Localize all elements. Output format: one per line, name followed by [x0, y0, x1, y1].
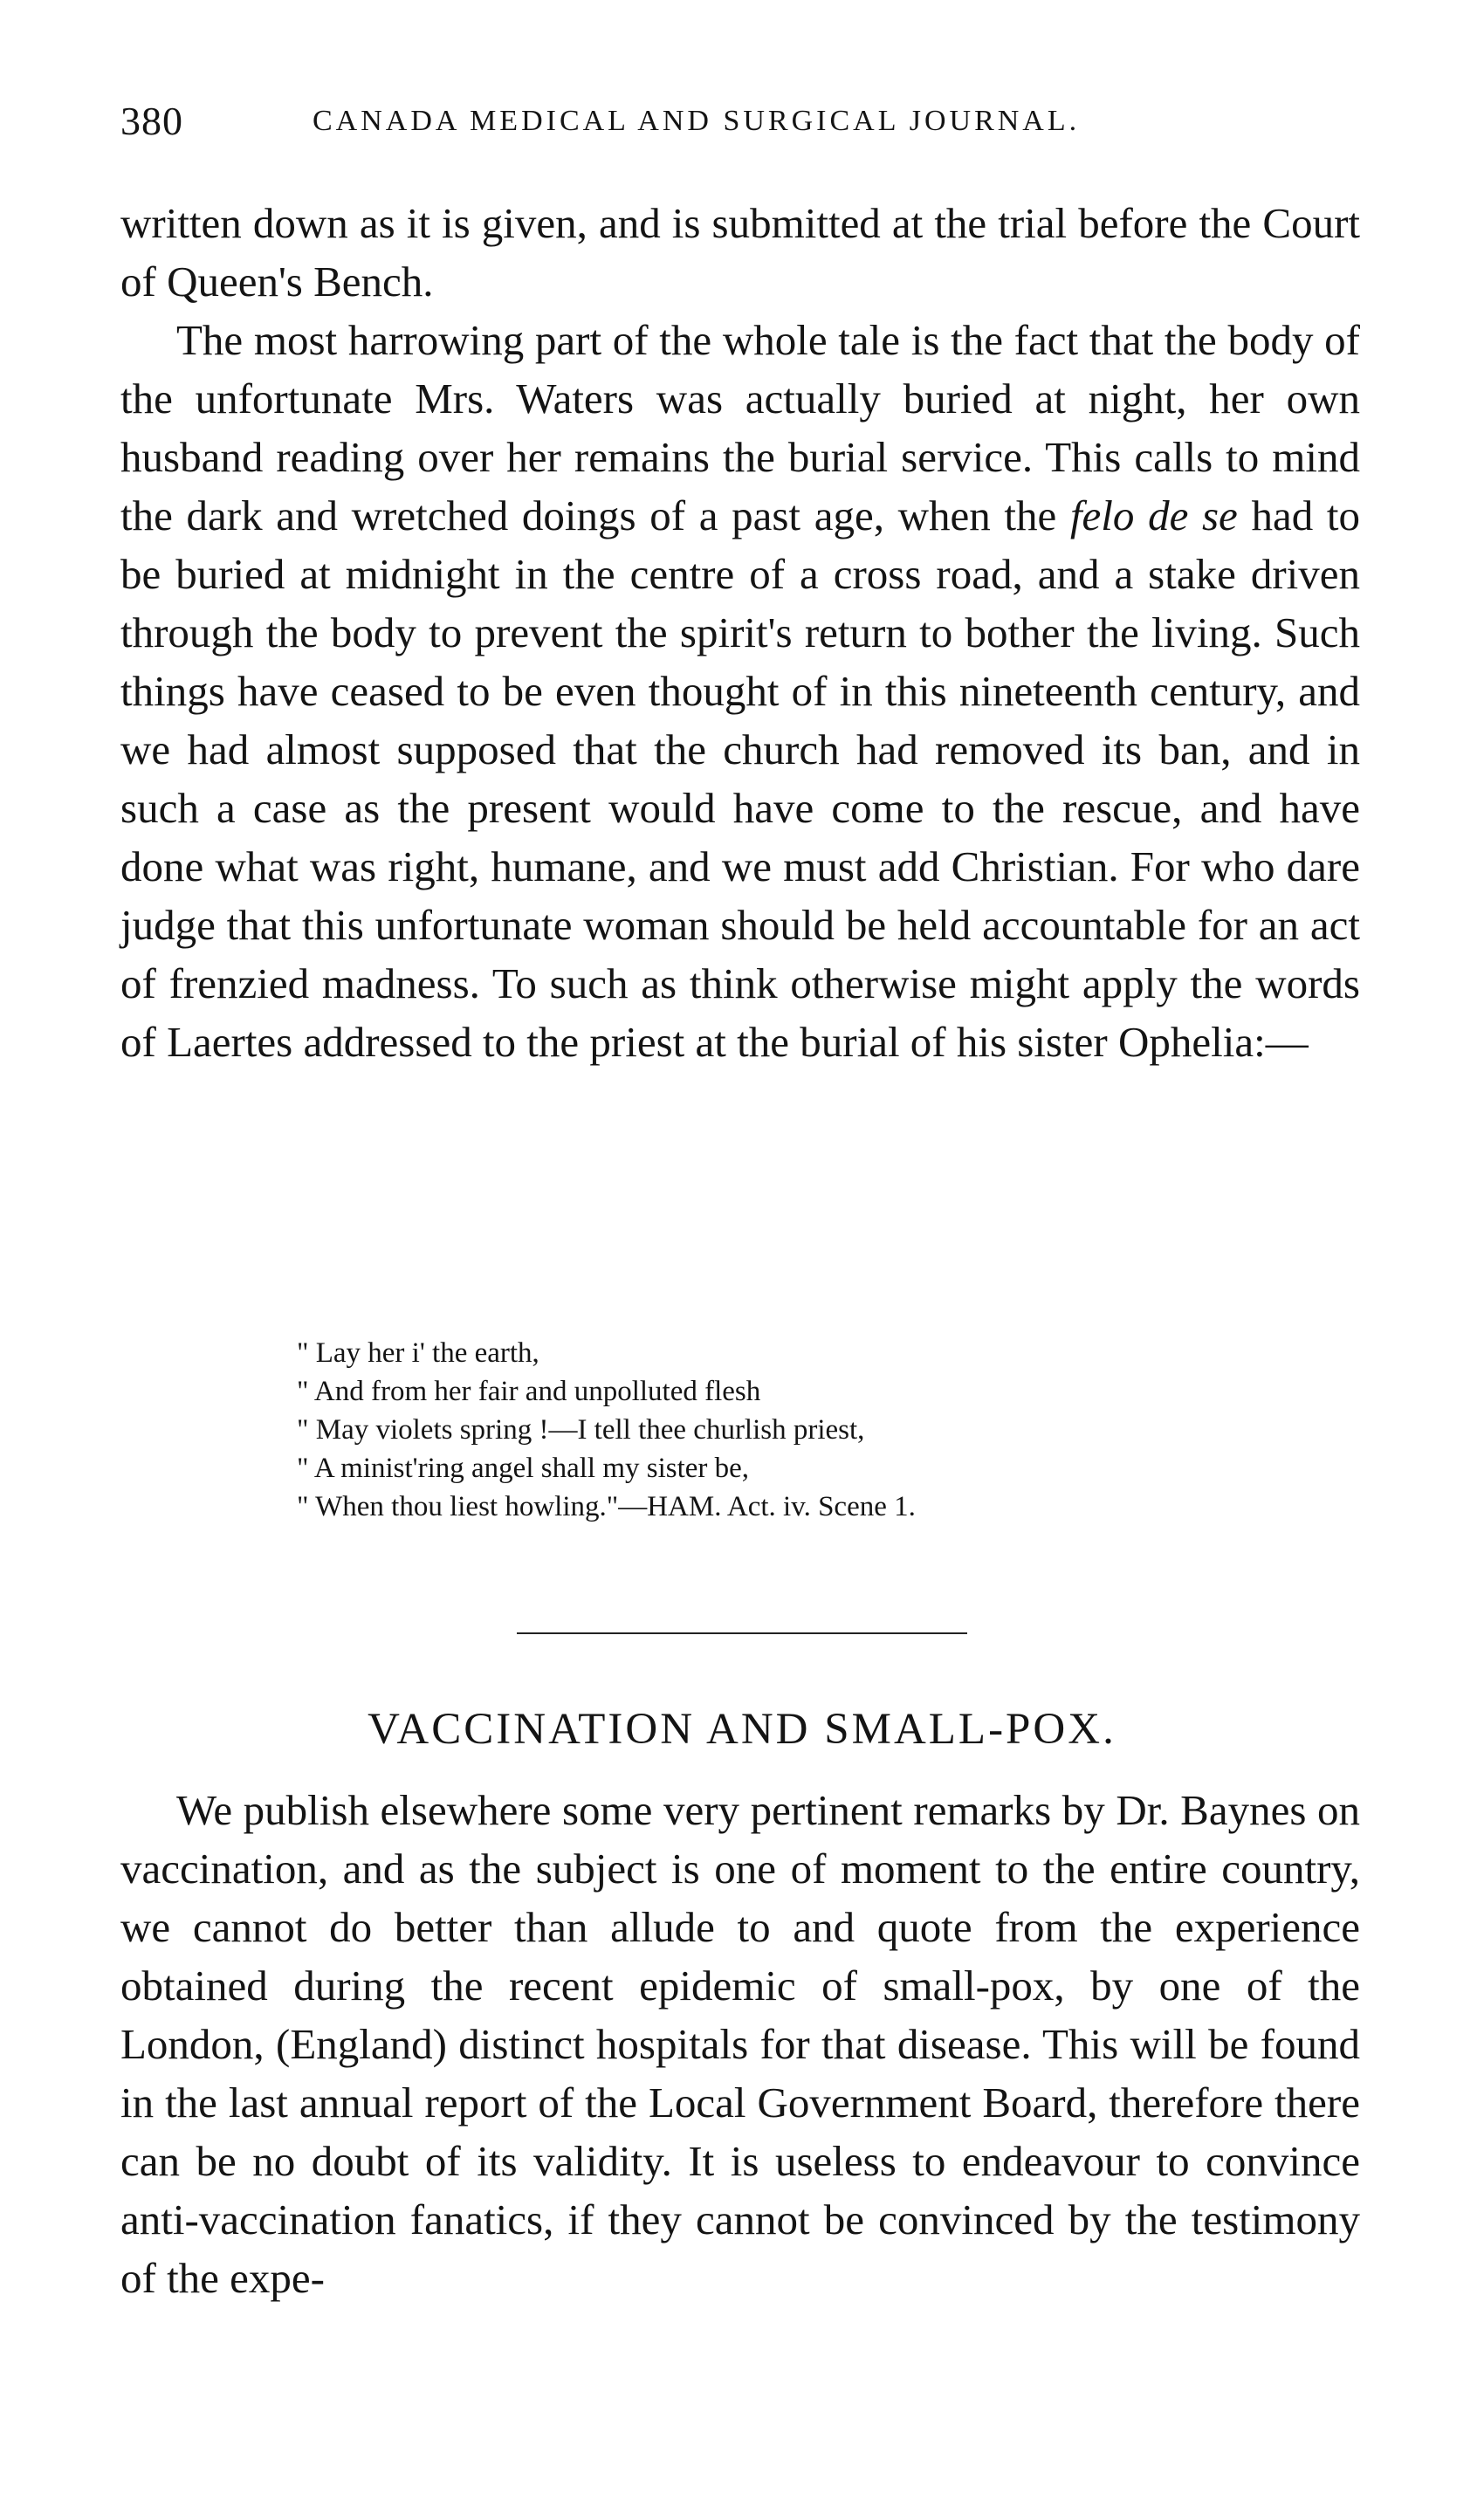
- article-continuation: [120, 194, 1360, 1071]
- quotation-line: " And from her fair and unpolluted flesh: [297, 1376, 761, 1407]
- quotation-line: " May violets spring !—I tell thee churlish priest,: [297, 1414, 865, 1446]
- paragraph-trial: written down as it is given, and is submitted at the trial before the Court of Queen's Bench.: [120, 199, 1360, 306]
- paragraph-burial: [120, 311, 1360, 1071]
- vaccination-article: [120, 1781, 1360, 2307]
- paragraph-burial-text-start: The most harrowing part of the whole tale is the fact that the body of the unfortunate Mrs. Waters was actually buried at night, her own husband reading over her remains the burial service. This calls to mind the dark and wretched doings of a past age, when the: [120, 316, 1360, 539]
- shakespeare-quotation: [297, 1334, 1257, 1526]
- paragraph-burial-text-end: had to be buried at midnight in the centre of a cross road, and a stake driven through the body to prevent the spirit's return to bother the living. Such things have ceased to be even thought of in this nineteenth century, and we had almost supposed that the church had removed its ban, and in such a case as the present would have come to the rescue, and have done what was right, humane, and we must add Christian. For who dare judge that this unfortunate woman should be held accountable for an act of frenzied madness. To such as think otherwise might apply the words of Laertes addressed to the priest at the burial of his sister Ophelia:—: [120, 491, 1360, 1066]
- quotation-line: " Lay her i' the earth,: [297, 1337, 539, 1369]
- journal-title: CANADA MEDICAL AND SURGICAL JOURNAL.: [313, 105, 1081, 137]
- paragraph-vaccination: We publish elsewhere some very pertinent remarks by Dr. Baynes on vaccination, and as the subject is one of moment to the entire country, we cannot do better than allude to and quote from the experience obtained during the recent epidemic of small-pox, by one of the London, (England) distinct hospitals for that disease. This will be found in the last annual report of the Local Government Board, therefore there can be no doubt of its validity. It is useless to endeavour to convince anti-vaccination fanatics, if they cannot be convinced by the testimony of the expe-: [120, 1786, 1360, 2302]
- quotation-line: " A minist'ring angel shall my sister be,: [297, 1453, 750, 1484]
- quotation-line: " When thou liest howling."—HAM. Act. iv. Scene 1.: [297, 1491, 916, 1522]
- felo-de-se-italic: felo de se: [1069, 491, 1238, 539]
- section-heading: VACCINATION AND SMALL-POX.: [368, 1705, 1116, 1754]
- page-number: 380: [120, 99, 183, 143]
- running-head: [120, 98, 1360, 150]
- section-divider: [517, 1632, 967, 1634]
